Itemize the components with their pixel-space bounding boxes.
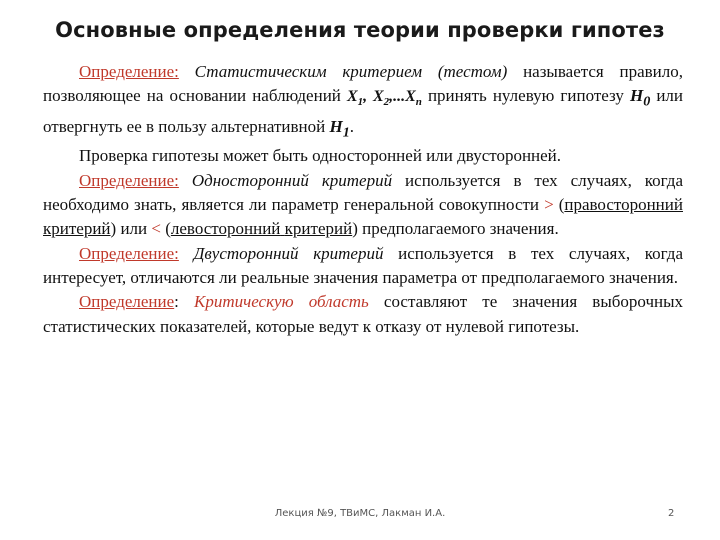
text: используется в тех случаях, когда интересует, отличаются ли реальные значения параметра от предполагаемого значения. bbox=[43, 243, 683, 287]
symbol-h0: $H_0$ bbox=[629, 86, 651, 110]
slide-footer: Лекция №9, ТВиМС, Лакман И.А. bbox=[274, 508, 446, 519]
criterion-word: критерий bbox=[43, 219, 111, 239]
term-two-sided-criterion: Двусторонний критерий bbox=[193, 243, 384, 263]
text: ( bbox=[553, 195, 565, 215]
paragraph-critical-region bbox=[43, 290, 683, 339]
greater-than-sign: > bbox=[544, 195, 554, 215]
less-than-sign: < bbox=[151, 219, 161, 239]
symbol-h1: $H_1$ bbox=[329, 116, 350, 141]
text: ( bbox=[160, 219, 171, 239]
paragraph-test-sides: Проверка гипотезы может быть односторонней или двусторонней. bbox=[79, 146, 562, 166]
text: составляют те значения выборочных статистических показателей, которые ведут к отказу от нулевой гипотезы. bbox=[43, 292, 684, 336]
text: ) или bbox=[110, 219, 152, 239]
term-statistical-criterion: Статистическим критерием (тестом) bbox=[194, 62, 508, 81]
left-sided-word: левосторонний bbox=[170, 219, 281, 239]
slide-body bbox=[43, 60, 683, 339]
term-critical-region: Критическую область bbox=[194, 292, 369, 312]
text: . bbox=[349, 116, 355, 136]
text: или отвергнуть ее в пользу альтернативной bbox=[43, 86, 684, 136]
definition-label: Определение: bbox=[79, 62, 179, 81]
colon: : bbox=[174, 292, 179, 312]
criterion-word: критерий bbox=[284, 219, 353, 239]
definition-label: Определение bbox=[79, 292, 175, 312]
page-number: 2 bbox=[668, 508, 675, 519]
text: используется в тех случаях, когда необходимо знать, является ли параметр генеральной совокупности bbox=[43, 170, 684, 215]
right-sided-word: правосторонний bbox=[564, 195, 683, 215]
paragraph-two-sided bbox=[43, 242, 683, 291]
definition-label: Определение: bbox=[79, 170, 179, 190]
text: ) предполагаемого значения. bbox=[352, 219, 559, 239]
paragraph-one-sided bbox=[43, 169, 683, 242]
term-one-sided-criterion: Односторонний критерий bbox=[191, 170, 393, 190]
paragraph-statistical-criterion bbox=[43, 60, 683, 144]
text: принять нулевую гипотезу bbox=[421, 86, 630, 106]
text: называется правило, позволяющее на основании наблюдений bbox=[43, 62, 684, 106]
formula-observations: $X_1$, $X_2,...X_n$ bbox=[346, 88, 422, 109]
definition-label: Определение: bbox=[79, 243, 179, 263]
slide-title: Основные определения теории проверки гипотез bbox=[55, 18, 665, 42]
